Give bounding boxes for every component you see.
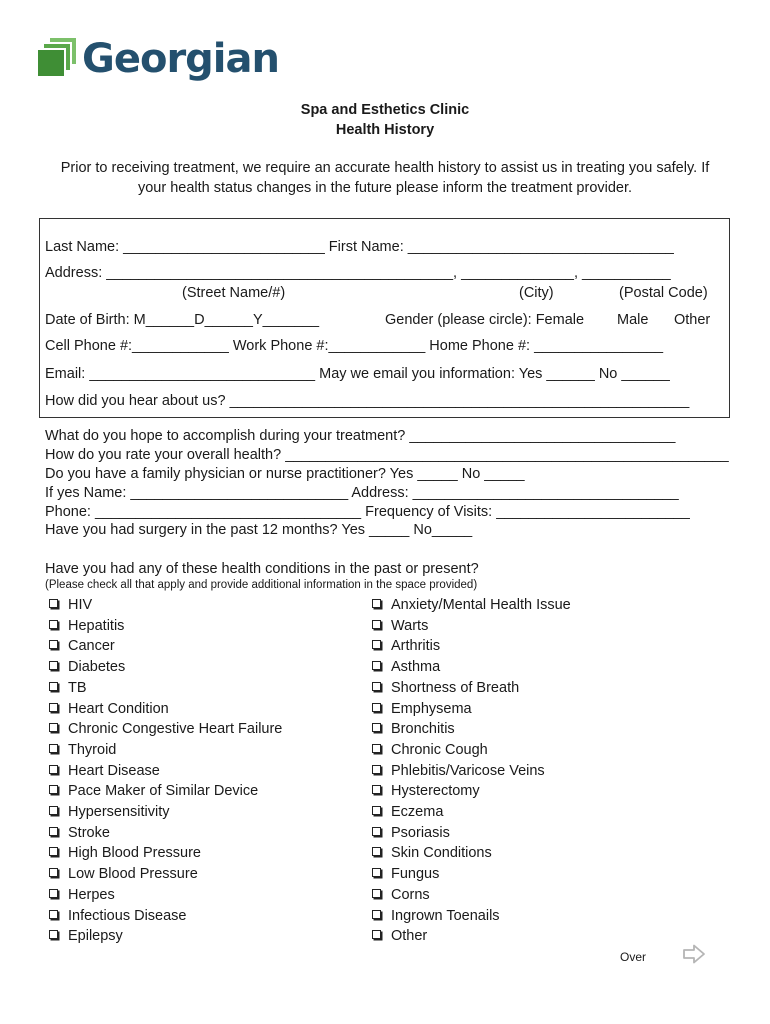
name-fields[interactable]: Last Name: _________________________ First Name: _________________________________	[45, 239, 674, 255]
checkbox-icon[interactable]	[49, 785, 58, 794]
arrow-right-icon	[682, 944, 706, 964]
condition-item-left[interactable]	[49, 908, 186, 924]
checkbox-icon[interactable]	[372, 910, 381, 919]
condition-item-right[interactable]	[372, 804, 443, 820]
condition-item-right[interactable]	[372, 742, 488, 758]
condition-label: Eczema	[391, 804, 444, 820]
overall-health-question[interactable]: How do you rate your overall health? _______________________________________________________	[45, 447, 729, 463]
condition-item-right[interactable]	[372, 887, 430, 903]
checkbox-icon[interactable]	[49, 930, 58, 939]
checkbox-icon[interactable]	[372, 785, 381, 794]
condition-item-right[interactable]	[372, 928, 427, 944]
condition-item-left[interactable]	[49, 866, 198, 882]
intro-text-line1: Prior to receiving treatment, we require an accurate health history to assist us in treating you safely. If	[60, 160, 710, 176]
condition-item-right[interactable]	[372, 721, 455, 737]
condition-item-left[interactable]	[49, 638, 115, 654]
checkbox-icon[interactable]	[372, 620, 381, 629]
condition-label: High Blood Pressure	[68, 845, 201, 862]
condition-label: Arthritis	[391, 638, 441, 655]
checkbox-icon[interactable]	[49, 640, 58, 649]
checkbox-icon[interactable]	[372, 930, 381, 939]
condition-label: Low Blood Pressure	[68, 866, 198, 883]
condition-item-left[interactable]	[49, 825, 110, 841]
condition-item-right[interactable]	[372, 845, 492, 861]
checkbox-icon[interactable]	[372, 847, 381, 856]
checkbox-icon[interactable]	[372, 765, 381, 774]
condition-label: Hysterectomy	[391, 783, 480, 800]
condition-label: Epilepsy	[68, 928, 123, 945]
condition-item-right[interactable]	[372, 701, 472, 717]
checkbox-icon[interactable]	[372, 703, 381, 712]
condition-label: Skin Conditions	[391, 845, 492, 862]
phone-fields[interactable]: Cell Phone #:____________ Work Phone #:____________ Home Phone #: ________________	[45, 338, 664, 354]
address-field[interactable]: Address: ___________________________________________, ______________, ___________	[45, 265, 671, 281]
condition-label: Asthma	[391, 659, 441, 676]
condition-label: Chronic Cough	[391, 741, 488, 758]
form-subtitle: Health History	[335, 122, 435, 138]
checkbox-icon[interactable]	[372, 827, 381, 836]
condition-item-right[interactable]	[372, 825, 450, 841]
family-physician-question[interactable]: Do you have a family physician or nurse practitioner? Yes _____ No _____	[45, 466, 525, 482]
condition-item-left[interactable]	[49, 763, 160, 779]
condition-item-left[interactable]	[49, 597, 92, 613]
date-of-birth-field[interactable]: Date of Birth: M______D______Y_______	[45, 312, 320, 328]
condition-item-left[interactable]	[49, 887, 115, 903]
stacked-pages-logo-icon	[36, 34, 80, 80]
condition-label: HIV	[68, 597, 93, 613]
condition-label: Thyroid	[68, 741, 117, 758]
condition-item-left[interactable]	[49, 804, 170, 820]
condition-item-left[interactable]	[49, 928, 123, 944]
gender-label: Gender (please circle): Female	[385, 312, 585, 328]
logo-wordmark: Georgian	[82, 36, 279, 82]
conditions-note: (Please check all that apply and provide additional information in the space provided)	[45, 579, 478, 591]
condition-item-left[interactable]	[49, 742, 116, 758]
condition-label: Heart Disease	[68, 762, 160, 779]
condition-label: Infectious Disease	[68, 907, 187, 924]
checkbox-icon[interactable]	[49, 599, 58, 608]
condition-item-left[interactable]	[49, 701, 169, 717]
condition-item-right[interactable]	[372, 908, 500, 924]
checkbox-icon[interactable]	[372, 682, 381, 691]
physician-phone-frequency[interactable]: Phone: _________________________________ Frequency of Visits: ________________________	[45, 504, 690, 520]
condition-label: Diabetes	[68, 659, 126, 676]
treatment-goal-question[interactable]: What do you hope to accomplish during your treatment? _________________________________	[45, 428, 676, 444]
condition-item-right[interactable]	[372, 638, 440, 654]
condition-item-right[interactable]	[372, 597, 571, 613]
condition-item-left[interactable]	[49, 680, 87, 696]
condition-label: Emphysema	[391, 700, 472, 717]
condition-item-right[interactable]	[372, 783, 480, 799]
checkbox-icon[interactable]	[372, 889, 381, 898]
condition-item-right[interactable]	[372, 763, 545, 779]
condition-label: Bronchitis	[391, 721, 455, 738]
referral-field[interactable]: How did you hear about us? _________________________________________________________	[45, 393, 690, 409]
physician-name-address[interactable]: If yes Name: ___________________________ Address: _________________________________	[45, 485, 679, 501]
checkbox-icon[interactable]	[372, 744, 381, 753]
checkbox-icon[interactable]	[372, 723, 381, 732]
checkbox-icon[interactable]	[49, 868, 58, 877]
checkbox-icon[interactable]	[49, 703, 58, 712]
condition-label: Pace Maker of Similar Device	[68, 783, 259, 800]
condition-label: Phlebitis/Varicose Veins	[391, 762, 545, 779]
condition-label: Anxiety/Mental Health Issue	[391, 597, 571, 613]
condition-label: Herpes	[68, 886, 115, 903]
condition-label: Hepatitis	[68, 617, 125, 634]
condition-label: Heart Condition	[68, 700, 169, 717]
condition-item-left[interactable]	[49, 721, 282, 737]
conditions-heading: Have you had any of these health conditions in the past or present?	[45, 561, 479, 577]
checkbox-icon[interactable]	[49, 744, 58, 753]
condition-item-right[interactable]	[372, 866, 439, 882]
condition-label: Hypersensitivity	[68, 804, 170, 820]
condition-label: Chronic Congestive Heart Failure	[68, 721, 283, 738]
checkbox-icon[interactable]	[49, 723, 58, 732]
condition-item-left[interactable]	[49, 845, 201, 861]
georgian-logo	[36, 34, 279, 90]
condition-label: Fungus	[391, 866, 440, 883]
checkbox-icon[interactable]	[372, 868, 381, 877]
condition-label: Warts	[391, 617, 429, 634]
email-field[interactable]: Email: ____________________________ May we email you information: Yes ______ No ______	[45, 366, 670, 382]
checkbox-icon[interactable]	[372, 599, 381, 608]
form-title: Spa and Esthetics Clinic	[300, 102, 470, 118]
condition-label: Stroke	[68, 824, 110, 841]
checkbox-icon[interactable]	[49, 889, 58, 898]
intro-text-line2: your health status changes in the future please inform the treatment provider.	[137, 180, 633, 196]
condition-item-right[interactable]	[372, 659, 440, 675]
condition-label: TB	[68, 679, 87, 696]
condition-label: Corns	[391, 886, 430, 903]
condition-item-left[interactable]	[49, 783, 258, 799]
gender-male-option[interactable]: Male	[617, 312, 649, 328]
checkbox-icon[interactable]	[49, 765, 58, 774]
checkbox-icon[interactable]	[372, 640, 381, 649]
condition-item-right[interactable]	[372, 618, 428, 634]
checkbox-icon[interactable]	[49, 910, 58, 919]
condition-label: Other	[391, 928, 428, 945]
checkbox-icon[interactable]	[49, 661, 58, 670]
checkbox-icon[interactable]	[49, 847, 58, 856]
condition-label: Cancer	[68, 638, 115, 655]
surgery-question[interactable]: Have you had surgery in the past 12 months? Yes _____ No_____	[45, 522, 473, 538]
condition-item-left[interactable]	[49, 618, 124, 634]
checkbox-icon[interactable]	[372, 661, 381, 670]
street-caption: (Street Name/#)	[182, 285, 286, 301]
checkbox-icon[interactable]	[49, 806, 58, 815]
condition-item-right[interactable]	[372, 680, 519, 696]
checkbox-icon[interactable]	[49, 682, 58, 691]
checkbox-icon[interactable]	[372, 806, 381, 815]
condition-label: Shortness of Breath	[391, 679, 520, 696]
city-caption: (City)	[519, 285, 554, 301]
condition-label: Psoriasis	[391, 824, 450, 841]
gender-other-option[interactable]: Other	[674, 312, 711, 328]
postal-code-caption: (Postal Code)	[619, 285, 708, 301]
condition-label: Ingrown Toenails	[391, 907, 500, 924]
checkbox-icon[interactable]	[49, 827, 58, 836]
checkbox-icon[interactable]	[49, 620, 58, 629]
condition-item-left[interactable]	[49, 659, 125, 675]
over-label: Over	[620, 950, 647, 964]
